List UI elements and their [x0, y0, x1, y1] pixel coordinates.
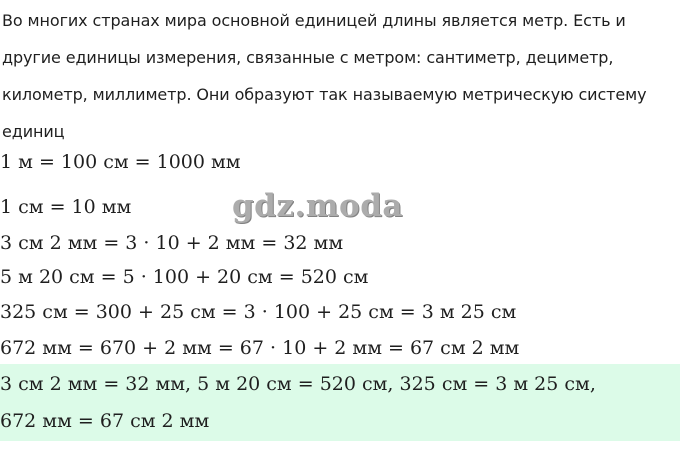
watermark-logo: gdz.moda	[232, 188, 403, 224]
intro-line: другие единицы измерения, связанные с метром: сантиметр, дециметр,	[2, 48, 614, 67]
intro-line: километр, миллиметр. Они образуют так называемую метрическую систему	[2, 85, 647, 104]
equation-line: 5 м 20 см = 5 · 100 + 20 см = 520 см	[0, 266, 369, 288]
equation-line: 1 м = 100 см = 1000 мм	[0, 151, 241, 173]
answer-line: 3 см 2 мм = 32 мм, 5 м 20 см = 520 см, 325 см = 3 м 25 см,	[0, 373, 596, 395]
intro-line: единиц	[2, 122, 65, 141]
equation-line: 325 см = 300 + 25 см = 3 · 100 + 25 см = 3 м 25 см	[0, 301, 517, 323]
equation-line: 3 см 2 мм = 3 · 10 + 2 мм = 32 мм	[0, 232, 344, 254]
intro-paragraph	[2, 2, 674, 150]
equation-line: 672 мм = 670 + 2 мм = 67 · 10 + 2 мм = 67 см 2 мм	[0, 337, 520, 359]
answer-box	[0, 364, 680, 441]
equation-line: 1 см = 10 мм	[0, 196, 132, 218]
answer-line: 672 мм = 67 см 2 мм	[0, 410, 210, 432]
intro-line: Во многих странах мира основной единицей длины является метр. Есть и	[2, 11, 626, 30]
